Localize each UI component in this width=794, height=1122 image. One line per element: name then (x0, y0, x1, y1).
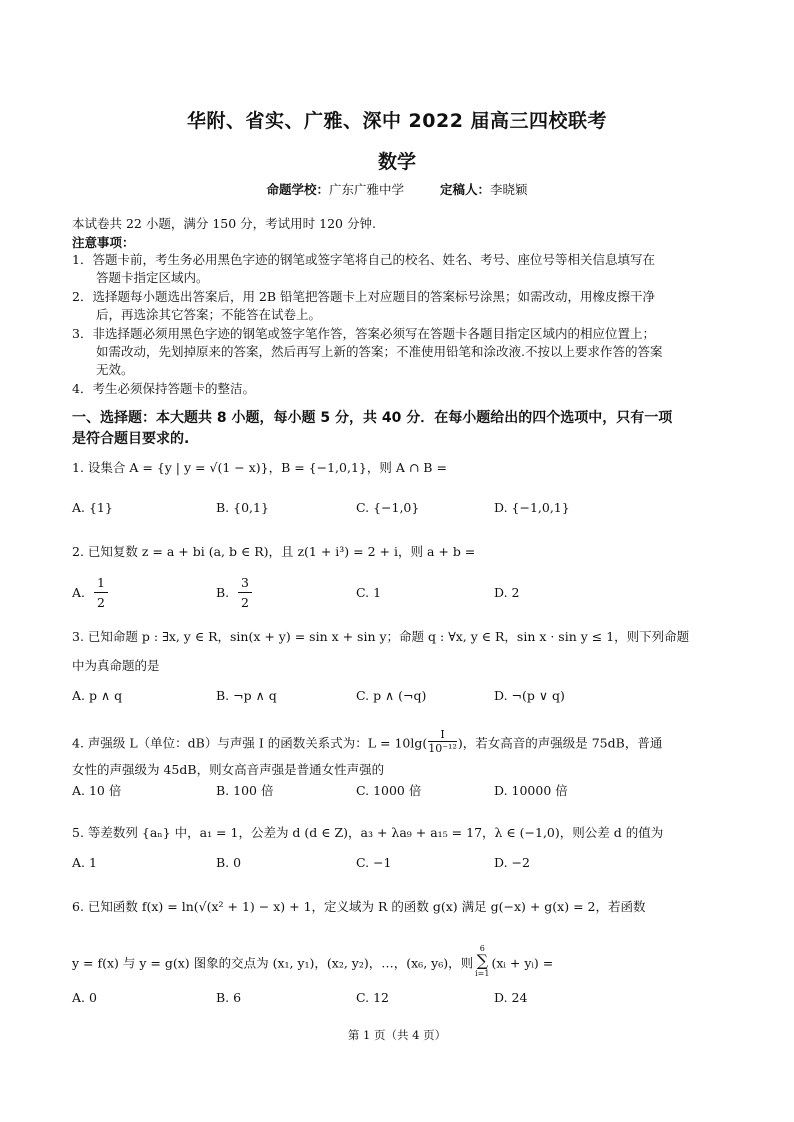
subject-title: 数学 (377, 151, 416, 173)
q2-b-fraction (238, 575, 252, 610)
summation (475, 944, 489, 978)
fraction-bar (238, 592, 252, 593)
q5-option-c: C. −1 (356, 855, 392, 870)
q6-stem2-part2: (xᵢ + yᵢ) = (491, 955, 554, 971)
school-name: 广东广雅中学 (328, 182, 404, 197)
q4-option-b: B. 100 倍 (216, 783, 274, 798)
question-5-stem: 5. 等差数列 {aₙ} 中，a₁ = 1，公差为 d (d ∈ Z)，a₃ + λa₉ + a₁₅ = 17，λ ∈ (−1,0)，则公差 d 的值为 (72, 825, 664, 840)
notice-line: 无效。 (96, 362, 134, 377)
notice-line: 1．答题卡前，考生务必用黑色字迹的钢笔或签字笔将自己的校名、姓名、考号、座位号等相关信息填写在 (72, 252, 655, 267)
q6-stem2-part1: y = f(x) 与 y = g(x) 图象的交点为 (x₁, y₁)，(x₂, y₂)，…，(x₆, y₆)，则 (72, 955, 474, 971)
question-6-stem-cont (72, 944, 554, 981)
q2-option-c: C. 1 (356, 585, 382, 600)
q4-stem-part1: 4. 声强级 L（单位：dB）与声强 I 的函数关系式为：L = 10lg( (72, 735, 428, 751)
q4-fraction (428, 729, 457, 755)
q3-option-d: D. ¬(p ∨ q) (494, 688, 565, 703)
intro-text: 本试卷共 22 小题，满分 150 分，考试用时 120 分钟. (72, 216, 376, 231)
fraction-denominator: 2 (241, 595, 249, 610)
fraction-denominator: 10⁻¹² (428, 742, 457, 755)
q2-option-a: A. (72, 585, 86, 600)
question-3-stem: 3. 已知命题 p : ∃x, y ∈ R，sin(x + y) = sin x + sin y；命题 q : ∀x, y ∈ R，sin x · sin y ≤ 1，则下列命题 (72, 629, 690, 644)
q5-option-d: D. −2 (494, 855, 530, 870)
notice-line: 如需改动，先划掉原来的答案，然后再写上新的答案；不准使用铅笔和涂改液.不按以上要求作答的答案 (96, 344, 663, 359)
notice-heading: 注意事项： (72, 235, 135, 250)
fraction-numerator: 1 (97, 575, 105, 590)
question-3-stem-cont: 中为真命题的是 (72, 658, 160, 673)
q4-option-d: D. 10000 倍 (494, 783, 568, 798)
q2-a-fraction (94, 575, 108, 610)
q6-option-b: B. 6 (216, 990, 242, 1005)
q1-option-b: B. {0,1} (216, 500, 269, 515)
q3-option-b: B. ¬p ∧ q (216, 688, 277, 703)
q5-option-b: B. 0 (216, 855, 242, 870)
q4-stem-part2: )，若女高音的声强级是 75dB，普通 (457, 735, 663, 751)
q5-option-a: A. 1 (72, 855, 97, 870)
q1-option-d: D. {−1,0,1} (494, 500, 570, 515)
question-4-stem (72, 728, 663, 757)
notice-line: 4．考生必须保持答题卡的整洁。 (72, 381, 255, 396)
q1-option-a: A. {1} (72, 500, 113, 515)
section-heading: 一、选择题：本大题共 8 小题，每小题 5 分，共 40 分．在每小题给出的四个选项中，只有一项 (72, 410, 673, 426)
sum-upper: 6 (479, 944, 485, 953)
section-heading-cont: 是符合题目要求的. (72, 431, 190, 447)
q1-option-c: C. {−1,0} (356, 500, 420, 515)
sum-symbol: ∑ (476, 951, 488, 970)
q2-option-b: B. (216, 585, 230, 600)
school-label: 命题学校： (266, 182, 329, 197)
fraction-bar (94, 592, 108, 593)
question-6-stem: 6. 已知函数 f(x) = ln(√(x² + 1) − x) + 1，定义域为 R 的函数 g(x) 满足 g(−x) + g(x) = 2，若函数 (72, 899, 646, 914)
page-footer: 第 1 页（共 4 页） (347, 1028, 447, 1042)
exam-title: 华附、省实、广雅、深中 2022 届高三四校联考 (186, 110, 608, 132)
q6-option-a: A. 0 (72, 990, 97, 1005)
q2-option-d: D. 2 (494, 585, 520, 600)
q4-option-a: A. 10 倍 (72, 783, 122, 798)
q6-option-c: C. 12 (356, 990, 389, 1005)
notice-line: 3．非选择题必须用黑色字迹的钢笔或签字笔作答，答案必须写在答题卡各题目指定区域内的相应位置上； (72, 326, 655, 341)
question-2-stem: 2. 已知复数 z = a + bi (a, b ∈ R)，且 z(1 + i³) = 2 + i，则 a + b = (72, 544, 476, 559)
fraction-numerator: 3 (241, 575, 249, 590)
question-4-stem-cont: 女性的声强级为 45dB，则女高音声强是普通女性声强的 (72, 762, 385, 777)
reviewer-name: 李晓颖 (490, 182, 528, 197)
q6-option-d: D. 24 (494, 990, 528, 1005)
q3-option-c: C. p ∧ (¬q) (356, 688, 427, 703)
notice-line: 后，再选涂其它答案；不能答在试卷上。 (96, 307, 322, 322)
q4-option-c: C. 1000 倍 (356, 783, 422, 798)
question-1-stem: 1. 设集合 A = {y | y = √(1 − x)}，B = {−1,0,1}，则 A ∩ B = (72, 460, 447, 475)
fraction-denominator: 2 (97, 595, 105, 610)
reviewer-label: 定稿人： (440, 182, 491, 197)
sum-lower: i=1 (475, 969, 490, 978)
q3-option-a: A. p ∧ q (72, 688, 123, 703)
notice-line: 2．选择题每小题选出答案后，用 2B 铅笔把答题卡上对应题目的答案标号涂黑；如需改动，用橡皮擦干净 (72, 289, 656, 304)
exam-meta (0, 180, 794, 198)
fraction-numerator: I (440, 728, 445, 741)
notice-line: 答题卡指定区域内。 (96, 270, 209, 285)
